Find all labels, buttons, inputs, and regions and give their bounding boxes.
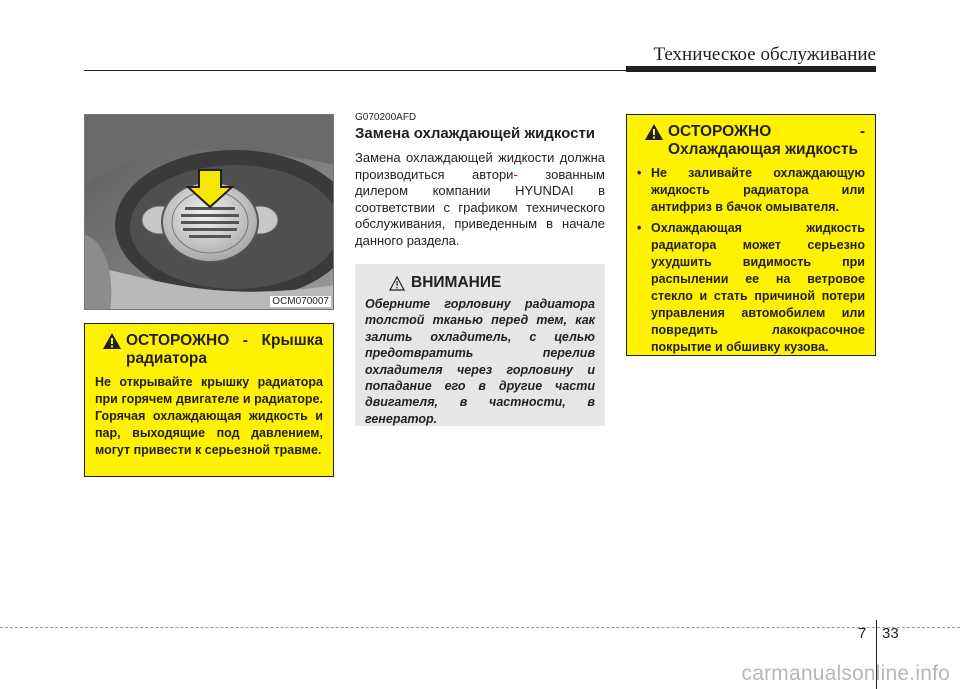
footer-dashed-rule (0, 627, 960, 628)
warning-coolant-title: ОСТОРОЖНО - Охлаждающая жидкость (668, 123, 865, 158)
section-code: G070200AFD (355, 112, 417, 123)
warning-radiator-cap-body: Не открывайте крышку радиатора при горячем двигателе и радиаторе. Горячая охлаждающая жидкость и пар, выходящие под давлением, могут привести к серьезной травме. (95, 375, 323, 457)
caution-title: ВНИМАНИЕ (411, 274, 502, 291)
warning-coolant (626, 114, 876, 356)
warning-coolant-title-row (637, 123, 865, 159)
section-body-hyphen: - (513, 166, 518, 182)
header-title: Техническое обслуживание (653, 44, 876, 65)
list-item: • Охлаждающая жидкость радиатора может серьезно ухудшить видимость при распылении ее на ветровое стекло и стать причиной потери управления автомобилем или повредить лакокрасочное покрытие и обшивку кузова. (637, 220, 865, 356)
warning-radiator-cap (84, 323, 334, 477)
caution-triangle-icon (389, 276, 405, 291)
section-body (355, 150, 605, 249)
section-body-part1: Замена охлаждающей жидкости должна производиться автори (355, 150, 605, 182)
page-number: 33 (882, 625, 899, 642)
header-rule-thick (626, 66, 876, 72)
radiator-cap-photo (84, 114, 334, 310)
chapter-number: 7 (858, 625, 867, 642)
caution-title-row (365, 274, 595, 292)
caution-body: Оберните горловину радиатора толстой тканью перед тем, как залить охладитель, с целью предотвратить перелив охладителя через горловину и попадание его в другие части двигателя, в частности, в генератор. (365, 297, 595, 426)
warning-coolant-list (637, 165, 865, 356)
caution-box (355, 264, 605, 426)
radiator-cap-illustration (85, 115, 334, 310)
figure-caption: OCM070007 (272, 296, 329, 307)
warning-triangle-icon (645, 124, 663, 140)
warning-triangle-icon (103, 333, 121, 349)
watermark: carmanualsonline.info (741, 662, 950, 685)
section-title: Замена охлаждающей жидкости (355, 125, 596, 142)
section-body-part2: зованным дилером компании HYUNDAI в соответствии с графиком технического обслуживания, приведенным в начале данного раздела. (355, 166, 605, 248)
warning-radiator-cap-title-row (95, 332, 323, 368)
header-rule-thin (84, 70, 626, 71)
list-item: • Не заливайте охлаждающую жидкость радиатора или антифриз в бачок омывателя. (637, 165, 865, 216)
warning-radiator-cap-title: ОСТОРОЖНО - Крышка радиатора (126, 332, 323, 367)
